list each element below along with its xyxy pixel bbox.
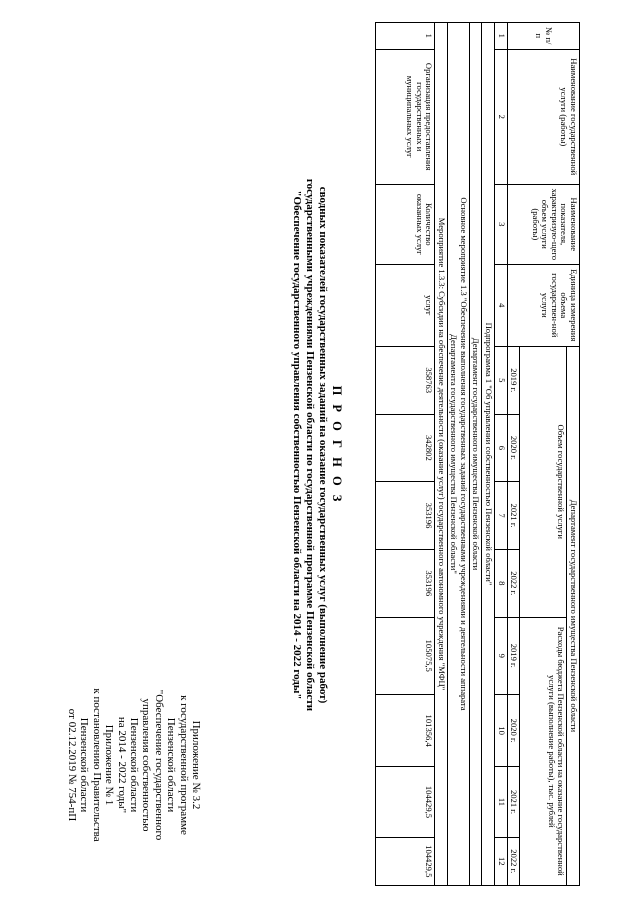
header-expense-year: 2022 г. bbox=[508, 837, 521, 885]
row-expense: 104429,5 bbox=[376, 767, 435, 837]
appendix-2-line: к государственной программе bbox=[177, 695, 190, 835]
subprogram-caption: Подпрограмма 1 "Об управлении собственностью Пензенской области" bbox=[482, 23, 495, 886]
row-unit: услуг bbox=[376, 264, 435, 346]
document-title bbox=[290, 160, 345, 730]
appendix-2-line: управления собственностью bbox=[140, 698, 153, 832]
header-year: 2021 г. bbox=[508, 482, 521, 550]
appendix-2-line: Пензенской области bbox=[127, 717, 140, 813]
row-volume: 353196 bbox=[376, 482, 435, 550]
row-expense: 101356,4 bbox=[376, 694, 435, 767]
main-event-line: Основное мероприятие 1.3 "Обеспечение выполнения государственных заданий государственными учреждениями и деятельности аппарата bbox=[459, 197, 469, 711]
column-number-row bbox=[495, 23, 508, 886]
row-volume: 342802 bbox=[376, 414, 435, 482]
header-col-no: № п/п bbox=[508, 23, 580, 50]
appendix-1-line: Пензенской области bbox=[78, 717, 91, 813]
forecast-table bbox=[376, 22, 581, 886]
main-event-caption bbox=[448, 23, 470, 886]
column-number: 1 bbox=[495, 23, 508, 50]
main-event-line: Департамента государственного имущества Пензенской области" bbox=[449, 334, 460, 574]
column-number: 6 bbox=[495, 414, 508, 482]
row-volume: 358763 bbox=[376, 346, 435, 414]
header-col-volume: Объем государственной услуги bbox=[520, 346, 567, 617]
row-expense: 104429,5 bbox=[376, 837, 435, 885]
appendix-2-line: "Обеспечение государственного bbox=[152, 689, 165, 841]
header-col-service: Наименование государственной услуги (работы) bbox=[508, 49, 580, 184]
appendix-1-line: от 02.12.2019 № 754-пП bbox=[65, 708, 78, 822]
column-number: 4 bbox=[495, 264, 508, 346]
header-year: 2022 г. bbox=[508, 549, 521, 617]
header-expense-year: 2019 г. bbox=[508, 617, 521, 694]
header-col-unit: Единица измерения объема государствен-ной услуги bbox=[508, 264, 580, 346]
row-number: 1 bbox=[376, 23, 435, 50]
table-row bbox=[376, 23, 435, 886]
title-line: государственными учреждениями Пензенской области по государственной программе Пензенской области bbox=[304, 178, 316, 712]
appendix-1-block bbox=[65, 650, 115, 880]
header-col-indicator: Наименование показателя, характеризую-щего объем услуги (работы) bbox=[508, 184, 580, 264]
department-caption: Департамент государственного имущества Пензенской области bbox=[470, 23, 483, 886]
appendix-2-line: Приложение № 3.2 bbox=[190, 720, 202, 810]
header-expense-year: 2020 г. bbox=[508, 694, 521, 767]
appendix-1-line: к постановлению Правительства bbox=[90, 688, 103, 842]
event-caption: Мероприятие 1.3.3: Субсидии на обеспечение деятельности (оказание услуг) государственного автономного учреждения "МФЦ" bbox=[435, 23, 448, 886]
header-expense-year: 2021 г. bbox=[508, 767, 521, 837]
column-number: 8 bbox=[495, 549, 508, 617]
column-number: 9 bbox=[495, 617, 508, 694]
column-number: 2 bbox=[495, 49, 508, 184]
header-year: 2019 г. bbox=[508, 346, 521, 414]
column-number: 7 bbox=[495, 482, 508, 550]
column-number: 5 bbox=[495, 346, 508, 414]
title-line: сводных показателей государственных заданий на оказание государственных услуг (выполнение работ) bbox=[317, 186, 329, 704]
appendix-2-line: Пензенской области bbox=[165, 717, 178, 813]
row-expense: 105075,5 bbox=[376, 617, 435, 694]
title-line: "Обеспечение государственного управления собственностью Пензенской области на 2014 - 2022 годы" bbox=[291, 190, 303, 700]
column-number: 10 bbox=[495, 694, 508, 767]
header-year: 2020 г. bbox=[508, 414, 521, 482]
row-service: Организация предоставления государственных и муниципальных услуг bbox=[376, 49, 435, 184]
appendix-1-line: Приложение № 1 bbox=[103, 724, 115, 806]
row-indicator: Количество оказанных услуг bbox=[376, 184, 435, 264]
column-number: 3 bbox=[495, 184, 508, 264]
column-number: 11 bbox=[495, 767, 508, 837]
row-volume: 353196 bbox=[376, 549, 435, 617]
column-number: 12 bbox=[495, 837, 508, 885]
appendix-2-line: на 2014 - 2022 годы" bbox=[115, 716, 128, 814]
header-col-expenses: Расходы бюджета Пензенской области на оказание государственной услуги (выполнение работы), тыс. рублей bbox=[520, 617, 567, 885]
title-word: П Р О Г Н О З bbox=[330, 385, 344, 505]
appendix-2-block bbox=[115, 635, 202, 895]
header-dept: Департамент государственного имущества Пензенской области bbox=[567, 346, 580, 885]
